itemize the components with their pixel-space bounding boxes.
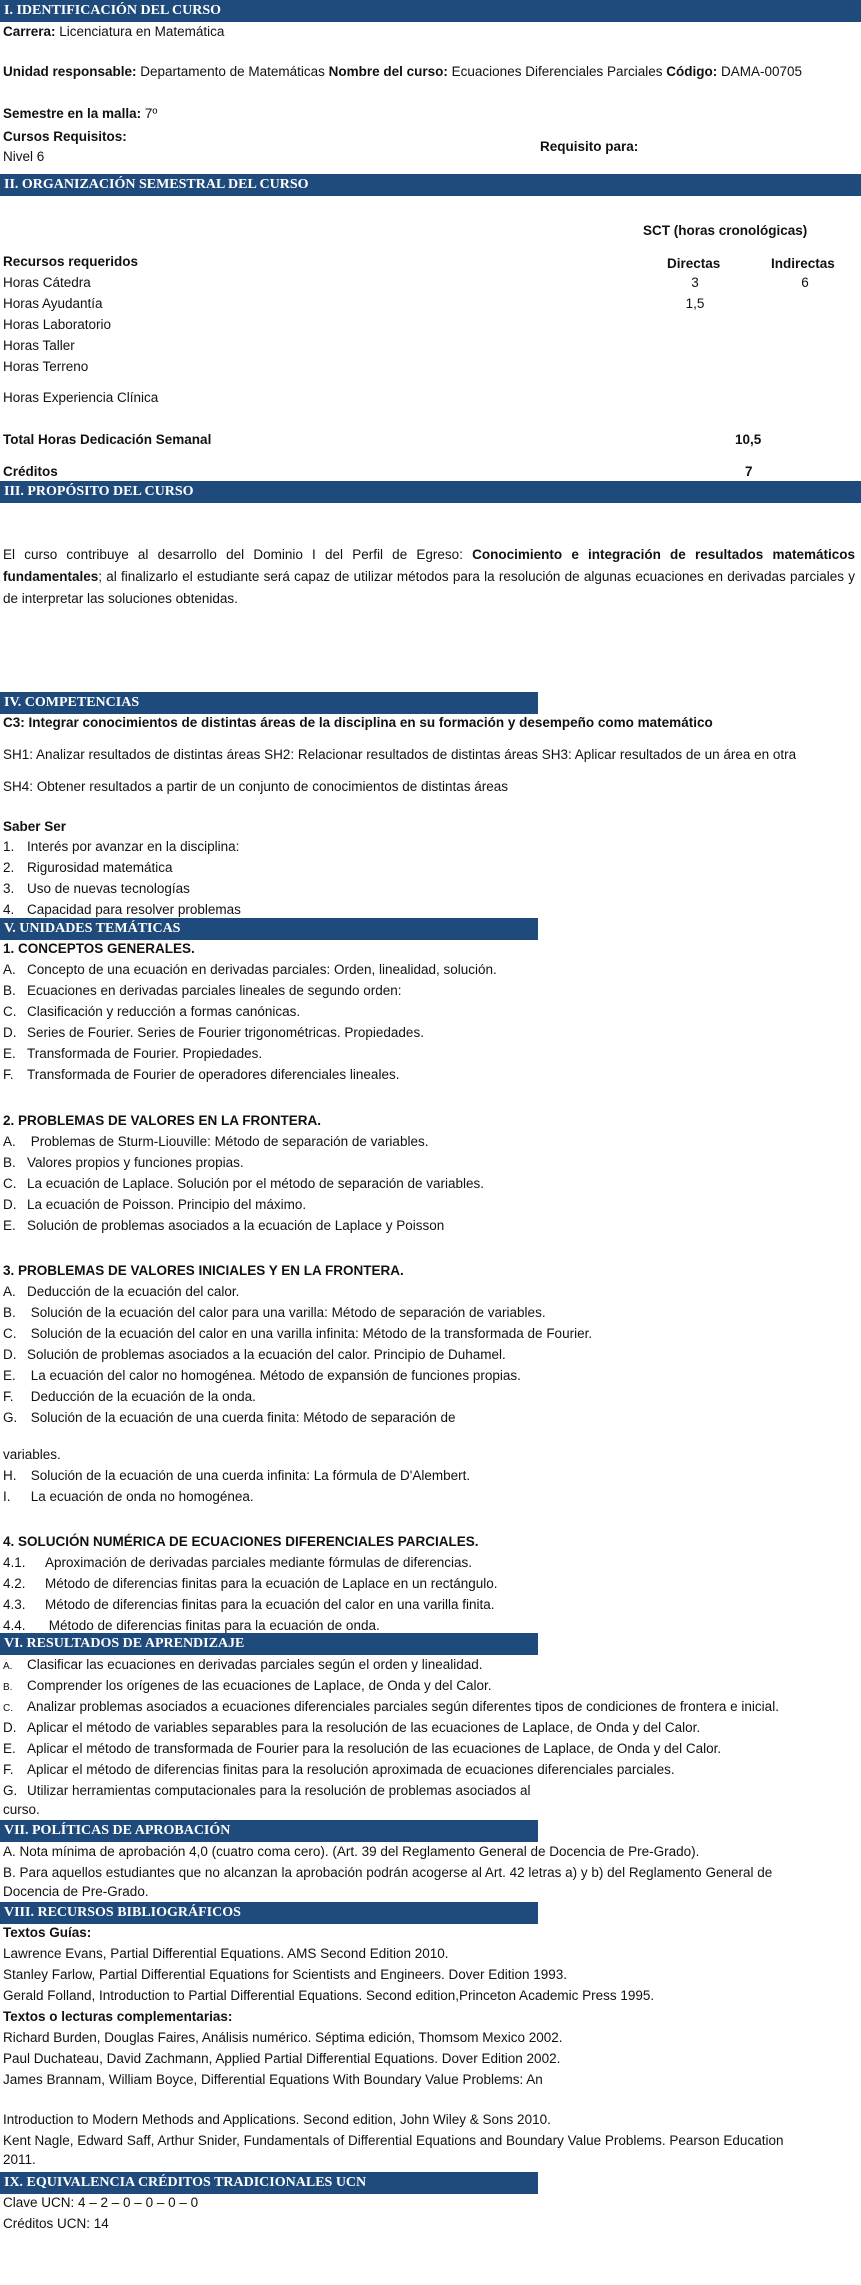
- nombre-curso-label: Nombre del curso:: [328, 64, 448, 79]
- list-item: [3, 961, 497, 979]
- list-text: Valores propios y funciones propias.: [27, 1155, 244, 1170]
- semestre-label: Semestre en la malla:: [3, 106, 142, 121]
- list-item: [3, 1656, 483, 1676]
- list-key: H.: [3, 1468, 17, 1483]
- list-item: [3, 1467, 470, 1485]
- list-key: A.: [3, 1284, 16, 1299]
- list-item: [3, 1175, 484, 1193]
- list-key: 2.: [3, 860, 15, 875]
- list-item: [3, 1304, 546, 1322]
- proposito-text-bold: Conocimiento e integración de resultados matemáticos fundamentales: [3, 547, 855, 584]
- list-item-continuation: variables.: [3, 1447, 61, 1462]
- directas-label: Directas: [667, 256, 721, 271]
- list-item-continuation: curso.: [3, 1802, 40, 1817]
- list-item: [3, 1283, 239, 1301]
- list-text: Comprender los orígenes de las ecuaciones de Laplace, de Onda y del Calor.: [27, 1678, 492, 1693]
- unidad-1-title: 1. CONCEPTOS GENERALES.: [3, 941, 195, 956]
- requisitos-value: Nivel 6: [3, 149, 45, 164]
- list-key: C.: [3, 1326, 17, 1341]
- saber-ser-title: Saber Ser: [3, 819, 67, 834]
- list-key: E.: [3, 1741, 16, 1756]
- list-text: Concepto de una ecuación en derivadas parciales: Orden, linealidad, solución.: [27, 962, 497, 977]
- list-item: [3, 859, 173, 877]
- unidad-2-title: 2. PROBLEMAS DE VALORES EN LA FRONTERA.: [3, 1113, 322, 1128]
- list-key: E.: [3, 1368, 16, 1383]
- list-key: I.: [3, 1489, 11, 1504]
- list-item: [3, 1196, 306, 1214]
- horas-laboratorio-label: Horas Laboratorio: [3, 317, 112, 332]
- list-text: Transformada de Fourier. Propiedades.: [27, 1046, 263, 1061]
- section-header-bibliografia: VIII. RECURSOS BIBLIOGRÁFICOS: [0, 1902, 538, 1924]
- list-item: [3, 1154, 244, 1172]
- list-item: [3, 1782, 531, 1800]
- clave-ucn: Clave UCN: 4 – 2 – 0 – 0 – 0 – 0: [3, 2195, 199, 2210]
- list-text: Solución de la ecuación de una cuerda finita: Método de separación de: [27, 1410, 456, 1425]
- bibliography-entry: Lawrence Evans, Partial Differential Equations. AMS Second Edition 2010.: [3, 1946, 449, 1961]
- list-key: B.: [3, 1155, 16, 1170]
- bibliography-entry-continuation: 2011.: [3, 2152, 36, 2167]
- competencia-c3: C3: Integrar conocimientos de distintas áreas de la disciplina en su formación y desempeño como matemático: [3, 715, 713, 730]
- semestre-value: 7º: [141, 106, 158, 121]
- list-text: Deducción de la ecuación de la onda.: [27, 1389, 256, 1404]
- indirectas-label: Indirectas: [771, 256, 835, 271]
- list-key: 4.1.: [3, 1555, 26, 1570]
- bibliography-entry: Kent Nagle, Edward Saff, Arthur Snider, Fundamentals of Differential Equations and Boundary Value Problems. Pearson Education: [3, 2133, 784, 2148]
- politica-a: A. Nota mínima de aprobación 4,0 (cuatro coma cero). (Art. 39 del Reglamento General de Docencia de Pre-Grado).: [3, 1844, 700, 1859]
- horas-experiencia-label: Horas Experiencia Clínica: [3, 390, 159, 405]
- creditos-value: 7: [745, 464, 753, 479]
- sct-label: SCT (horas cronológicas): [643, 223, 808, 238]
- horas-catedra-label: Horas Cátedra: [3, 275, 91, 290]
- bibliography-entry: Stanley Farlow, Partial Differential Equations for Scientists and Engineers. Dover Edition 1993.: [3, 1967, 568, 1982]
- list-item: [3, 1719, 700, 1737]
- list-item: [3, 982, 402, 1000]
- list-item: [3, 1488, 254, 1506]
- list-key: 3.: [3, 881, 15, 896]
- list-key: F.: [3, 1762, 14, 1777]
- list-item: [3, 1367, 521, 1385]
- list-item: [3, 880, 190, 898]
- bibliography-entry-continuation: Introduction to Modern Methods and Applications. Second edition, John Wiley & Sons 2010.: [3, 2112, 551, 2127]
- sub-habilidades-line-2: SH4: Obtener resultados a partir de un conjunto de conocimientos de distintas áreas: [3, 779, 509, 794]
- list-text: Solución de la ecuación de una cuerda infinita: La fórmula de D'Alembert.: [27, 1468, 471, 1483]
- list-text: La ecuación de Poisson. Principio del máximo.: [27, 1197, 307, 1212]
- list-text: Solución de problemas asociados a la ecuación del calor. Principio de Duhamel.: [27, 1347, 506, 1362]
- list-item: [3, 1677, 492, 1697]
- horas-ayudantia-label: Horas Ayudantía: [3, 296, 103, 311]
- bibliography-entry: Richard Burden, Douglas Faires, Análisis numérico. Séptima edición, Thomsom Mexico 2002.: [3, 2030, 563, 2045]
- section-header-equivalencia: IX. EQUIVALENCIA CRÉDITOS TRADICIONALES UCN: [0, 2172, 538, 2194]
- carrera-line: [3, 23, 224, 41]
- requisito-para-label: Requisito para:: [540, 139, 639, 154]
- unidad-value: Departamento de Matemáticas: [136, 64, 329, 79]
- list-text: Solución de la ecuación del calor para una varilla: Método de separación de variables.: [27, 1305, 546, 1320]
- list-item: [3, 1003, 300, 1021]
- section-header-competencias: IV. COMPETENCIAS: [0, 692, 538, 714]
- list-text: Aplicar el método de variables separables para la resolución de las ecuaciones de Laplace, de Onda y del Calor.: [27, 1720, 701, 1735]
- list-key: 4.4.: [3, 1618, 26, 1633]
- list-key: 1.: [3, 839, 15, 854]
- list-item: [3, 1698, 779, 1718]
- list-text: Método de diferencias finitas para la ecuación de Laplace en un rectángulo.: [45, 1576, 498, 1591]
- list-text: Transformada de Fourier de operadores diferenciales lineales.: [27, 1067, 400, 1082]
- horas-terreno-label: Horas Terreno: [3, 359, 89, 374]
- list-text: Solución de la ecuación del calor en una varilla infinita: Método de la transformada de Fourier.: [27, 1326, 593, 1341]
- list-key: B.: [3, 983, 16, 998]
- list-item: [3, 1388, 256, 1406]
- nombre-curso-value: Ecuaciones Diferenciales Parciales: [447, 64, 667, 79]
- list-text: Aplicar el método de transformada de Fourier para la resolución de las ecuaciones de Laplace, de Onda y del Calor.: [27, 1741, 722, 1756]
- section-header-organizacion: II. ORGANIZACIÓN SEMESTRAL DEL CURSO: [0, 174, 861, 196]
- proposito-text: [3, 544, 855, 610]
- section-header-identificacion: I. IDENTIFICACIÓN DEL CURSO: [0, 0, 861, 22]
- list-key: E.: [3, 1218, 16, 1233]
- list-key: D.: [3, 1720, 17, 1735]
- list-key: F.: [3, 1067, 14, 1082]
- horas-catedra-indirectas: 6: [801, 275, 809, 290]
- list-item: [3, 1045, 262, 1063]
- list-text: Interés por avanzar en la disciplina:: [27, 839, 240, 854]
- list-text: Solución de problemas asociados a la ecuación de Laplace y Poisson: [27, 1218, 445, 1233]
- list-text: La ecuación de Laplace. Solución por el método de separación de variables.: [27, 1176, 485, 1191]
- list-item: [3, 1217, 444, 1235]
- list-key: C.: [3, 1703, 13, 1714]
- textos-complementarios-title: Textos o lecturas complementarias:: [3, 2009, 233, 2024]
- list-text: Método de diferencias finitas para la ecuación del calor en una varilla finita.: [45, 1597, 495, 1612]
- list-text: Deducción de la ecuación del calor.: [27, 1284, 240, 1299]
- list-text: Problemas de Sturm-Liouville: Método de separación de variables.: [27, 1134, 429, 1149]
- proposito-text-a: El curso contribuye al desarrollo del Dominio I del Perfil de Egreso:: [3, 547, 473, 562]
- creditos-label: Créditos: [3, 464, 58, 479]
- list-text: Rigurosidad matemática: [27, 860, 173, 875]
- list-item: [3, 901, 241, 919]
- politica-b: B. Para aquellos estudiantes que no alcanzan la aprobación podrán acogerse al Art. 42 letras a) y b) del Reglamento General de: [3, 1865, 773, 1880]
- list-item: [3, 1133, 428, 1151]
- total-horas-label: Total Horas Dedicación Semanal: [3, 432, 212, 447]
- bibliography-entry: Gerald Folland, Introduction to Partial Differential Equations. Second edition,Princeton Academic Press 1995.: [3, 1988, 655, 2003]
- list-text: Ecuaciones en derivadas parciales lineales de segundo orden:: [27, 983, 402, 998]
- list-key: B.: [3, 1305, 16, 1320]
- list-key: F.: [3, 1389, 14, 1404]
- list-item: [3, 1554, 472, 1572]
- textos-guias-title: Textos Guías:: [3, 1925, 92, 1940]
- proposito-text-c: ; al finalizarlo el estudiante será capaz de utilizar métodos para la resolución de algunas ecuaciones en derivadas parciales y de interpretar las soluciones obtenidas.: [3, 569, 855, 606]
- list-text: Clasificación y reducción a formas canónicas.: [27, 1004, 301, 1019]
- unidad-line: [3, 63, 802, 81]
- codigo-value: DAMA-00705: [717, 64, 803, 79]
- semestre-line: [3, 105, 157, 123]
- list-text: Uso de nuevas tecnologías: [27, 881, 190, 896]
- horas-catedra-directas: 3: [691, 275, 699, 290]
- list-key: G.: [3, 1410, 18, 1425]
- section-header-unidades: V. UNIDADES TEMÁTICAS: [0, 918, 538, 940]
- total-horas-value: 10,5: [735, 432, 762, 447]
- list-key: B.: [3, 1682, 13, 1693]
- list-text: Analizar problemas asociados a ecuaciones diferenciales parciales según diferentes tipos de condiciones de frontera e inicial.: [27, 1699, 779, 1714]
- list-text: Utilizar herramientas computacionales para la resolución de problemas asociados al: [27, 1783, 531, 1798]
- bibliography-entry: James Brannam, William Boyce, Differential Equations With Boundary Value Problems: An: [3, 2072, 543, 2087]
- list-key: E.: [3, 1046, 16, 1061]
- list-item: [3, 1409, 456, 1427]
- list-item: [3, 838, 239, 856]
- unidad-4-title: 4. SOLUCIÓN NUMÉRICA DE ECUACIONES DIFERENCIALES PARCIALES.: [3, 1534, 479, 1549]
- unidad-3-title: 3. PROBLEMAS DE VALORES INICIALES Y EN LA FRONTERA.: [3, 1263, 404, 1278]
- list-key: C.: [3, 1004, 17, 1019]
- recursos-label: Recursos requeridos: [3, 254, 139, 269]
- sub-habilidades-line-1: SH1: Analizar resultados de distintas áreas SH2: Relacionar resultados de distintas áreas SH3: Aplicar resultados de un área en otra: [3, 747, 797, 762]
- list-item: [3, 1740, 721, 1758]
- list-text: La ecuación de onda no homogénea.: [27, 1489, 254, 1504]
- politica-b-continuation: Docencia de Pre-Grado.: [3, 1884, 149, 1899]
- section-header-resultados: VI. RESULTADOS DE APRENDIZAJE: [0, 1633, 538, 1655]
- list-text: Clasificar las ecuaciones en derivadas parciales según el orden y linealidad.: [27, 1657, 483, 1672]
- requisitos-label: Cursos Requisitos:: [3, 129, 127, 144]
- list-item: [3, 1596, 495, 1614]
- list-key: C.: [3, 1176, 17, 1191]
- list-text: Método de diferencias finitas para la ecuación de onda.: [45, 1618, 380, 1633]
- list-item: [3, 1575, 498, 1593]
- list-item: [3, 1024, 424, 1042]
- creditos-ucn: Créditos UCN: 14: [3, 2216, 109, 2231]
- list-key: A.: [3, 962, 16, 977]
- list-key: 4.3.: [3, 1597, 26, 1612]
- list-text: Aplicar el método de diferencias finitas para la resolución aproximada de ecuaciones diferenciales parciales.: [27, 1762, 675, 1777]
- list-item: [3, 1346, 506, 1364]
- list-key: A.: [3, 1134, 16, 1149]
- list-item: [3, 1066, 399, 1084]
- unidad-label: Unidad responsable:: [3, 64, 137, 79]
- list-key: A.: [3, 1661, 13, 1672]
- section-header-politicas: VII. POLÍTICAS DE APROBACIÓN: [0, 1820, 538, 1842]
- carrera-value: Licenciatura en Matemática: [55, 24, 225, 39]
- section-header-proposito: III. PROPÓSITO DEL CURSO: [0, 481, 861, 503]
- list-item: [3, 1325, 592, 1343]
- horas-ayudantia-directas: 1,5: [685, 296, 705, 311]
- list-key: G.: [3, 1783, 18, 1798]
- list-item: [3, 1761, 675, 1779]
- list-text: Series de Fourier. Series de Fourier trigonométricas. Propiedades.: [27, 1025, 424, 1040]
- list-text: Capacidad para resolver problemas: [27, 902, 241, 917]
- bibliography-entry: Paul Duchateau, David Zachmann, Applied Partial Differential Equations. Dover Edition 2002.: [3, 2051, 561, 2066]
- list-text: Aproximación de derivadas parciales mediante fórmulas de diferencias.: [45, 1555, 472, 1570]
- horas-taller-label: Horas Taller: [3, 338, 75, 353]
- list-key: D.: [3, 1025, 17, 1040]
- codigo-label: Código:: [666, 64, 718, 79]
- list-key: D.: [3, 1197, 17, 1212]
- list-text: La ecuación del calor no homogénea. Método de expansión de funciones propias.: [27, 1368, 521, 1383]
- list-key: 4.: [3, 902, 15, 917]
- list-key: 4.2.: [3, 1576, 26, 1591]
- carrera-label: Carrera:: [3, 24, 56, 39]
- list-key: D.: [3, 1347, 17, 1362]
